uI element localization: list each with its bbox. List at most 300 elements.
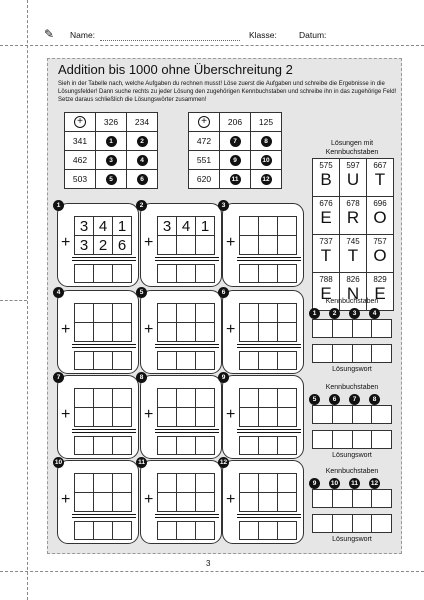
result-digit-cell[interactable] [94, 522, 113, 540]
result-digit-cell[interactable] [75, 437, 94, 455]
result-digit-cell[interactable] [278, 437, 297, 455]
digit-cell[interactable] [259, 323, 278, 342]
letter-field[interactable] [332, 406, 352, 424]
sum-line [72, 257, 136, 258]
operand-grid [74, 303, 132, 342]
result-digit-cell[interactable] [259, 437, 278, 455]
letter-field[interactable] [332, 320, 352, 338]
problem-number-badge: 7 [53, 372, 64, 383]
result-digit-cell[interactable] [75, 522, 94, 540]
row-header: 462 [65, 151, 96, 170]
digit-cell[interactable]: 4 [94, 217, 113, 236]
row-header: 472 [189, 132, 220, 151]
column-header: 234 [127, 113, 158, 132]
digit-cell[interactable] [196, 236, 215, 255]
word-field[interactable] [352, 431, 372, 449]
table-row [189, 151, 282, 170]
letter-fields [312, 405, 392, 424]
word-fields [312, 514, 392, 533]
solutions-row [313, 235, 394, 273]
cut-line-left [27, 0, 28, 600]
task-number-badge: 4 [137, 155, 148, 166]
digit-cell[interactable] [113, 474, 132, 493]
problem-number-badge: 6 [218, 287, 229, 298]
operand-grid [239, 388, 297, 427]
answer-word-block [312, 384, 392, 459]
sum-line [72, 344, 136, 345]
digit-cell[interactable] [278, 236, 297, 255]
sum-line [72, 429, 136, 430]
solution-letter: T [374, 170, 386, 189]
table-row [189, 132, 282, 151]
problem-number-badge: 3 [218, 200, 229, 211]
digit-cell[interactable]: 1 [196, 217, 215, 236]
digit-cell[interactable] [240, 217, 259, 236]
digit-cell[interactable] [196, 408, 215, 427]
task-number-cell [96, 132, 127, 151]
letter-number-badge: 8 [369, 394, 380, 405]
digit-cell[interactable] [177, 493, 196, 512]
table-header-row [189, 113, 282, 132]
letter-number-badge: 3 [349, 308, 360, 319]
digit-cell[interactable] [158, 323, 177, 342]
word-field[interactable] [352, 515, 372, 533]
plus-sign: + [61, 406, 71, 423]
digit-cell[interactable] [75, 323, 94, 342]
addition-problem [222, 203, 304, 287]
word-field[interactable] [332, 431, 352, 449]
solutions-header: Lösungen mit Kennbuchstaben [325, 140, 379, 156]
digit-cell[interactable] [177, 304, 196, 323]
solution-letter: E [374, 284, 386, 303]
digit-cell[interactable] [196, 474, 215, 493]
operand-grid [157, 303, 215, 342]
plus-circle-icon: + [74, 116, 86, 128]
sum-line-double [155, 517, 219, 518]
digit-cell[interactable] [177, 389, 196, 408]
table-row [65, 132, 158, 151]
task-number-cell [127, 132, 158, 151]
solution-letter: E [320, 284, 332, 303]
solution-cell [340, 159, 367, 197]
digit-cell[interactable]: 1 [113, 217, 132, 236]
letter-field[interactable] [372, 406, 392, 424]
digit-cell[interactable]: 4 [177, 217, 196, 236]
problem-number-badge: 4 [53, 287, 64, 298]
result-digit-cell[interactable] [259, 265, 278, 283]
letter-number-badge: 10 [330, 480, 339, 487]
digit-cell[interactable] [158, 474, 177, 493]
digit-cell[interactable] [94, 389, 113, 408]
digit-cell[interactable]: 3 [75, 236, 94, 255]
letter-number-badge: 1 [309, 308, 320, 319]
solution-number: 829 [373, 275, 387, 284]
operand-grid [157, 388, 215, 427]
solutions-row [313, 159, 394, 197]
task-number-badge: 8 [261, 136, 272, 147]
digit-cell[interactable] [240, 236, 259, 255]
sum-line [155, 257, 219, 258]
digit-cell[interactable] [259, 236, 278, 255]
sum-line-double [72, 347, 136, 348]
solution-cell [340, 197, 367, 235]
solution-number: 676 [319, 199, 333, 208]
result-digit-cell[interactable] [113, 522, 132, 540]
result-grid [74, 436, 132, 455]
digit-cell[interactable] [177, 236, 196, 255]
solution-letter: T [320, 246, 332, 265]
sum-line [155, 344, 219, 345]
result-grid [239, 264, 297, 283]
result-digit-cell[interactable] [75, 352, 94, 370]
result-digit-cell[interactable] [158, 352, 177, 370]
result-digit-cell[interactable] [240, 352, 259, 370]
task-number-badge: 11 [230, 174, 241, 185]
row-header: 620 [189, 170, 220, 189]
digit-cell[interactable] [158, 236, 177, 255]
loesungswort-label: Lösungswort [332, 536, 372, 543]
sum-line [155, 429, 219, 430]
solution-letter: B [320, 170, 332, 189]
word-field[interactable] [332, 345, 352, 363]
digit-cell[interactable] [158, 304, 177, 323]
digit-cell[interactable] [278, 408, 297, 427]
letter-field[interactable] [313, 490, 333, 508]
digit-cell[interactable]: 3 [75, 217, 94, 236]
digit-cell[interactable]: 3 [158, 217, 177, 236]
solution-number: 757 [373, 237, 387, 246]
word-field[interactable] [372, 515, 392, 533]
letter-field[interactable] [313, 406, 333, 424]
word-field[interactable] [332, 515, 352, 533]
task-number-cell [251, 151, 282, 170]
digit-cell[interactable] [75, 474, 94, 493]
solution-letter: E [320, 208, 332, 227]
digit-cell[interactable] [278, 493, 297, 512]
plus-sign: + [226, 321, 236, 338]
plus-sign: + [144, 406, 154, 423]
solution-letter: T [347, 246, 359, 265]
solution-number: 667 [373, 161, 387, 170]
result-digit-cell[interactable] [278, 265, 297, 283]
letter-number-badge: 7 [349, 394, 360, 405]
result-digit-cell[interactable] [196, 522, 215, 540]
letter-number-badge: 6 [329, 394, 340, 405]
row-header: 503 [65, 170, 96, 189]
task-number-cell [251, 132, 282, 151]
digit-cell[interactable] [196, 493, 215, 512]
plus-sign: + [226, 234, 236, 251]
loesungswort-label: Lösungswort [332, 452, 372, 459]
digit-cell[interactable] [158, 389, 177, 408]
digit-cell[interactable] [240, 474, 259, 493]
digit-cell[interactable] [278, 389, 297, 408]
digit-cell[interactable] [113, 389, 132, 408]
result-digit-cell[interactable] [94, 265, 113, 283]
solution-number: 678 [346, 199, 360, 208]
digit-cell[interactable] [94, 474, 113, 493]
operator-cell [65, 113, 96, 132]
word-fields [312, 430, 392, 449]
cut-line-bottom [0, 571, 424, 572]
addition-problem [222, 290, 304, 374]
result-digit-cell[interactable] [177, 437, 196, 455]
digit-cell[interactable] [259, 474, 278, 493]
digit-cell[interactable] [240, 323, 259, 342]
kennbuchstaben-label: Kennbuchstaben [325, 468, 379, 475]
digit-cell[interactable] [240, 408, 259, 427]
task-number-badge: 1 [106, 136, 117, 147]
result-digit-cell[interactable] [177, 352, 196, 370]
result-digit-cell[interactable] [177, 522, 196, 540]
digit-cell[interactable] [94, 493, 113, 512]
letter-field[interactable] [352, 490, 372, 508]
instructions: Sieh in der Tabelle nach, welche Aufgaben du rechnen musst! Löse zuerst die Aufgaben und schreibe die Ergebnisse in die Lösungsfelder! Dann suche rechts zu jeder Lösung den zugehörigen Kennbuchstaben und schreibe ihn in das zugehörige Feld! Setze daraus schließlich die Lösungswörter zusammen! [58, 81, 397, 103]
digit-cell[interactable] [113, 304, 132, 323]
result-digit-cell[interactable] [240, 265, 259, 283]
word-field[interactable] [313, 345, 333, 363]
sum-line [155, 514, 219, 515]
row-header: 551 [189, 151, 220, 170]
letter-field[interactable] [313, 320, 333, 338]
result-grid [157, 351, 215, 370]
digit-cell[interactable] [278, 304, 297, 323]
digit-cell[interactable] [158, 493, 177, 512]
problem-number-badge: 9 [218, 372, 229, 383]
letter-field[interactable] [372, 320, 392, 338]
task-number-cell [96, 170, 127, 189]
operand-grid [157, 473, 215, 512]
page-title: Addition bis 1000 ohne Überschreitung 2 [58, 62, 293, 77]
result-digit-cell[interactable] [196, 437, 215, 455]
digit-cell[interactable] [94, 304, 113, 323]
cut-line-top [0, 45, 424, 46]
digit-cell[interactable] [75, 408, 94, 427]
solution-cell [313, 159, 340, 197]
word-field[interactable] [352, 345, 372, 363]
solution-number: 788 [319, 275, 333, 284]
digit-cell[interactable] [259, 389, 278, 408]
result-digit-cell[interactable] [240, 522, 259, 540]
letter-field[interactable] [352, 406, 372, 424]
result-digit-cell[interactable] [177, 265, 196, 283]
result-grid [157, 264, 215, 283]
digit-cell[interactable] [240, 389, 259, 408]
klasse-label: Klasse: [249, 30, 277, 40]
digit-cell[interactable] [196, 389, 215, 408]
sum-line-double [72, 517, 136, 518]
result-digit-cell[interactable] [196, 352, 215, 370]
result-grid [239, 351, 297, 370]
cut-line-mid-left [0, 300, 27, 301]
operand-grid [239, 216, 297, 255]
problem-number-badge: 2 [136, 200, 147, 211]
digit-cell[interactable] [177, 408, 196, 427]
result-digit-cell[interactable] [278, 352, 297, 370]
digit-cell[interactable] [240, 304, 259, 323]
letter-field[interactable] [372, 490, 392, 508]
sum-line-double [237, 347, 301, 348]
word-field[interactable] [313, 515, 333, 533]
solution-letter: R [346, 208, 360, 227]
solution-number: 696 [373, 199, 387, 208]
solution-number: 826 [346, 275, 360, 284]
digit-cell[interactable] [177, 323, 196, 342]
plus-sign: + [61, 491, 71, 508]
table-header-row [65, 113, 158, 132]
result-digit-cell[interactable] [113, 437, 132, 455]
problem-number-badge: 5 [136, 287, 147, 298]
plus-sign: + [144, 234, 154, 251]
solution-letter: N [346, 284, 360, 303]
letter-number-badge: 4 [369, 308, 380, 319]
addition-problem [140, 203, 222, 287]
task-number-cell [220, 170, 251, 189]
row-header: 341 [65, 132, 96, 151]
letter-number-row [312, 394, 392, 405]
solution-number: 737 [319, 237, 333, 246]
result-digit-cell[interactable] [158, 437, 177, 455]
digit-cell[interactable]: 6 [113, 236, 132, 255]
word-field[interactable] [313, 431, 333, 449]
task-number-badge: 9 [230, 155, 241, 166]
task-table-2 [188, 112, 282, 189]
task-number-cell [220, 151, 251, 170]
problem-number-badge: 8 [136, 372, 147, 383]
sum-line-double [237, 260, 301, 261]
plus-sign: + [144, 491, 154, 508]
problem-number-badge: 1 [53, 200, 64, 211]
addition-problem [57, 290, 139, 374]
result-digit-cell[interactable] [158, 522, 177, 540]
result-digit-cell[interactable] [278, 522, 297, 540]
digit-cell[interactable] [75, 304, 94, 323]
solution-letter: O [373, 246, 387, 265]
solution-cell [367, 235, 394, 273]
sum-line [237, 429, 301, 430]
letter-field[interactable] [332, 490, 352, 508]
result-digit-cell[interactable] [240, 437, 259, 455]
task-number-cell [96, 151, 127, 170]
operand-grid [74, 473, 132, 512]
result-grid [74, 264, 132, 283]
result-grid [157, 521, 215, 540]
answer-word-block [312, 298, 392, 373]
result-digit-cell[interactable] [75, 265, 94, 283]
digit-cell[interactable] [259, 217, 278, 236]
operator-cell [189, 113, 220, 132]
pencil-icon: ✎ [44, 27, 55, 41]
sum-line [72, 514, 136, 515]
digit-cell[interactable] [113, 323, 132, 342]
solution-number: 597 [346, 161, 360, 170]
problem-number-badge: 12 [219, 459, 228, 466]
table-row [65, 151, 158, 170]
sum-line-double [155, 432, 219, 433]
task-number-badge: 3 [106, 155, 117, 166]
word-field[interactable] [372, 345, 392, 363]
digit-cell[interactable] [196, 304, 215, 323]
digit-cell[interactable] [259, 408, 278, 427]
worksheet-header [44, 28, 424, 44]
operand-grid [239, 303, 297, 342]
result-digit-cell[interactable] [196, 265, 215, 283]
result-digit-cell[interactable] [259, 522, 278, 540]
digit-cell[interactable] [259, 493, 278, 512]
digit-cell[interactable] [94, 408, 113, 427]
sum-line [237, 344, 301, 345]
word-field[interactable] [372, 431, 392, 449]
digit-cell[interactable] [75, 493, 94, 512]
problem-number-badge: 10 [54, 459, 63, 466]
digit-cell[interactable] [240, 493, 259, 512]
result-digit-cell[interactable] [113, 265, 132, 283]
digit-cell[interactable] [113, 408, 132, 427]
operand-grid [74, 216, 132, 255]
task-number-cell [127, 151, 158, 170]
task-table-1 [64, 112, 158, 189]
digit-cell[interactable] [259, 304, 278, 323]
plus-sign: + [144, 321, 154, 338]
digit-cell[interactable] [278, 217, 297, 236]
letter-number-badge: 11 [349, 478, 360, 489]
digit-cell[interactable] [177, 474, 196, 493]
digit-cell[interactable] [278, 474, 297, 493]
digit-cell[interactable]: 2 [94, 236, 113, 255]
plus-sign: + [61, 234, 71, 251]
result-grid [239, 521, 297, 540]
result-digit-cell[interactable] [94, 352, 113, 370]
letter-number-badge: 9 [309, 478, 320, 489]
operand-grid [239, 473, 297, 512]
digit-cell[interactable] [158, 408, 177, 427]
kennbuchstaben-label: Kennbuchstaben [325, 384, 379, 391]
solution-letter: U [346, 170, 360, 189]
digit-cell[interactable] [113, 493, 132, 512]
letter-fields [312, 319, 392, 338]
operand-grid [157, 216, 215, 255]
letter-number-badge: 2 [329, 308, 340, 319]
table-row [189, 170, 282, 189]
letter-field[interactable] [352, 320, 372, 338]
word-fields [312, 344, 392, 363]
digit-cell[interactable] [278, 323, 297, 342]
digit-cell[interactable] [75, 389, 94, 408]
table-row [65, 170, 158, 189]
sum-line-double [72, 260, 136, 261]
task-number-badge: 10 [262, 156, 270, 164]
result-digit-cell[interactable] [113, 352, 132, 370]
page-number: 3 [206, 559, 211, 568]
addition-problem [57, 203, 139, 287]
result-grid [239, 436, 297, 455]
kennbuchstaben-label: Kennbuchstaben [325, 298, 379, 305]
digit-cell[interactable] [94, 323, 113, 342]
task-number-cell [220, 132, 251, 151]
digit-cell[interactable] [196, 323, 215, 342]
result-digit-cell[interactable] [94, 437, 113, 455]
solution-cell [313, 235, 340, 273]
sum-line-double [237, 517, 301, 518]
solution-cell [367, 197, 394, 235]
result-digit-cell[interactable] [259, 352, 278, 370]
solution-cell [313, 197, 340, 235]
problem-number-badge: 11 [136, 457, 147, 468]
name-line[interactable] [100, 40, 240, 41]
result-digit-cell[interactable] [158, 265, 177, 283]
column-header: 326 [96, 113, 127, 132]
result-grid [74, 521, 132, 540]
